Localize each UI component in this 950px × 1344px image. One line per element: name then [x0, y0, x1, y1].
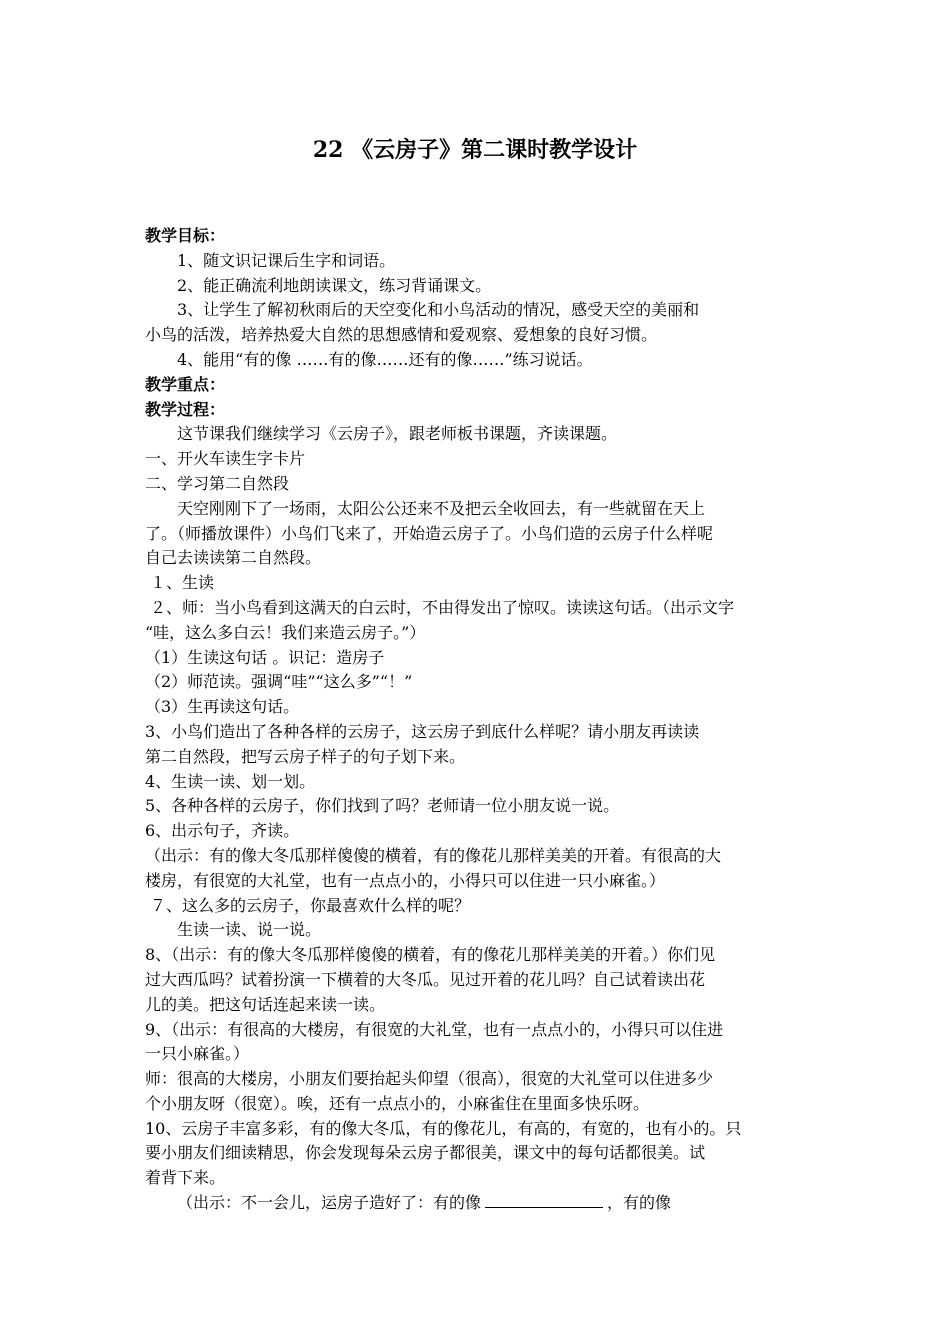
text-line: 1、随文识记课后生字和词语。 — [177, 250, 396, 270]
fill-in-line — [145, 1191, 810, 1216]
text-line: ２、师：当小鸟看到这满天的白云时，不由得发出了惊叹。读读这句话。（出示文字 — [150, 597, 735, 617]
text-line: 第二自然段，把写云房子样子的句子划下来。 — [145, 746, 466, 766]
text-line: 着背下来。 — [145, 1168, 226, 1188]
text-line: 4、生读一读、划一划。 — [145, 771, 316, 791]
text-line: 一、开火车读生字卡片 — [145, 449, 306, 469]
blank-underline — [485, 1191, 603, 1208]
text-line: 这节课我们继续学习《云房子》，跟老师板书课题，齐读课题。 — [177, 424, 618, 444]
text-line: 要小朋友们细读精思，你会发现每朵云房子都很美，课文中的每句话都很美。试 — [145, 1143, 706, 1163]
fill-in-text-end: ，有的像 — [607, 1193, 672, 1213]
text-line: 过大西瓜吗？试着扮演一下横着的大冬瓜。见过开着的花儿吗？自己试着读出花 — [145, 969, 706, 989]
text-line: （出示：有的像大冬瓜那样傻傻的横着，有的像花儿那样美美的开着。有很高的大 — [145, 845, 722, 865]
text-line: 小鸟的活泼，培养热爱大自然的思想感情和爱观察、爱想象的良好习惯。 — [145, 325, 658, 345]
text-line: 自己去读读第二自然段。 — [145, 548, 322, 568]
text-line: 一只小麻雀。） — [145, 1044, 250, 1064]
section-heading-keypoints: 教学重点： — [145, 374, 226, 394]
text-line: （1）生读这句话 。识记：造房子 — [145, 647, 385, 667]
text-line: （3）生再读这句话。 — [145, 697, 300, 717]
text-line: 了。（师播放课件）小鸟们飞来了，开始造云房子了。小鸟们造的云房子什么样呢 — [145, 523, 714, 543]
text-line: 6、出示句子，齐读。 — [145, 821, 300, 841]
text-line: 4、能用“有的像 ……有的像……还有的像……”练习说话。 — [177, 349, 593, 369]
text-line: １、生读 — [150, 573, 215, 593]
text-line: 8、（出示：有的像大冬瓜那样傻傻的横着，有的像花儿那样美美的开着。）你们见 — [145, 945, 716, 965]
fill-in-text-start: （出示：不一会儿，运房子造好了：有的像 — [177, 1193, 482, 1213]
text-line: 个小朋友呀（很宽）。唉，还有一点点小的，小麻雀住在里面多快乐呀。 — [145, 1093, 650, 1113]
text-line: 3、让学生了解初秋雨后的天空变化和小鸟活动的情况，感受天空的美丽和 — [177, 300, 700, 320]
section-heading-process: 教学过程： — [145, 399, 226, 419]
text-line: ７、这么多的云房子，你最喜欢什么样的呢？ — [150, 895, 471, 915]
section-heading-objectives: 教学目标： — [145, 226, 226, 245]
text-line: 楼房，有很宽的大礼堂，也有一点点小的，小得只可以住进一只小麻雀。） — [145, 870, 666, 890]
text-line: 5、各种各样的云房子，你们找到了吗？老师请一位小朋友说一说。 — [145, 796, 620, 816]
text-line: 9、（出示：有很高的大楼房，有很宽的大礼堂，也有一点点小的，小得只可以住进 — [145, 1019, 724, 1039]
text-line: 二、学习第二自然段 — [145, 473, 290, 493]
text-line: “哇，这么多白云！我们来造云房子。”） — [145, 622, 426, 642]
text-line: 天空刚刚下了一场雨，太阳公公还来不及把云全收回去，有一些就留在天上 — [177, 498, 706, 518]
text-line: 生读一读、说一说。 — [177, 920, 322, 940]
text-line: 10、云房子丰富多彩，有的像大冬瓜，有的像花儿，有高的，有宽的，也有小的。只 — [145, 1118, 742, 1138]
text-line: 2、能正确流利地朗读课文，练习背诵课文。 — [177, 275, 492, 295]
page-title: 22 《云房子》第二课时教学设计 — [312, 137, 638, 163]
text-line: （2）师范读。强调“哇”“这么多”“！” — [145, 672, 413, 692]
document-body — [145, 224, 810, 1216]
text-line: 儿的美。把这句话连起来读一读。 — [145, 994, 386, 1014]
text-line: 3、小鸟们造出了各种各样的云房子，这云房子到底什么样呢？请小朋友再读读 — [145, 721, 700, 741]
text-line: 师：很高的大楼房，小朋友们要抬起头仰望（很高），很宽的大礼堂可以住进多少 — [145, 1069, 714, 1089]
